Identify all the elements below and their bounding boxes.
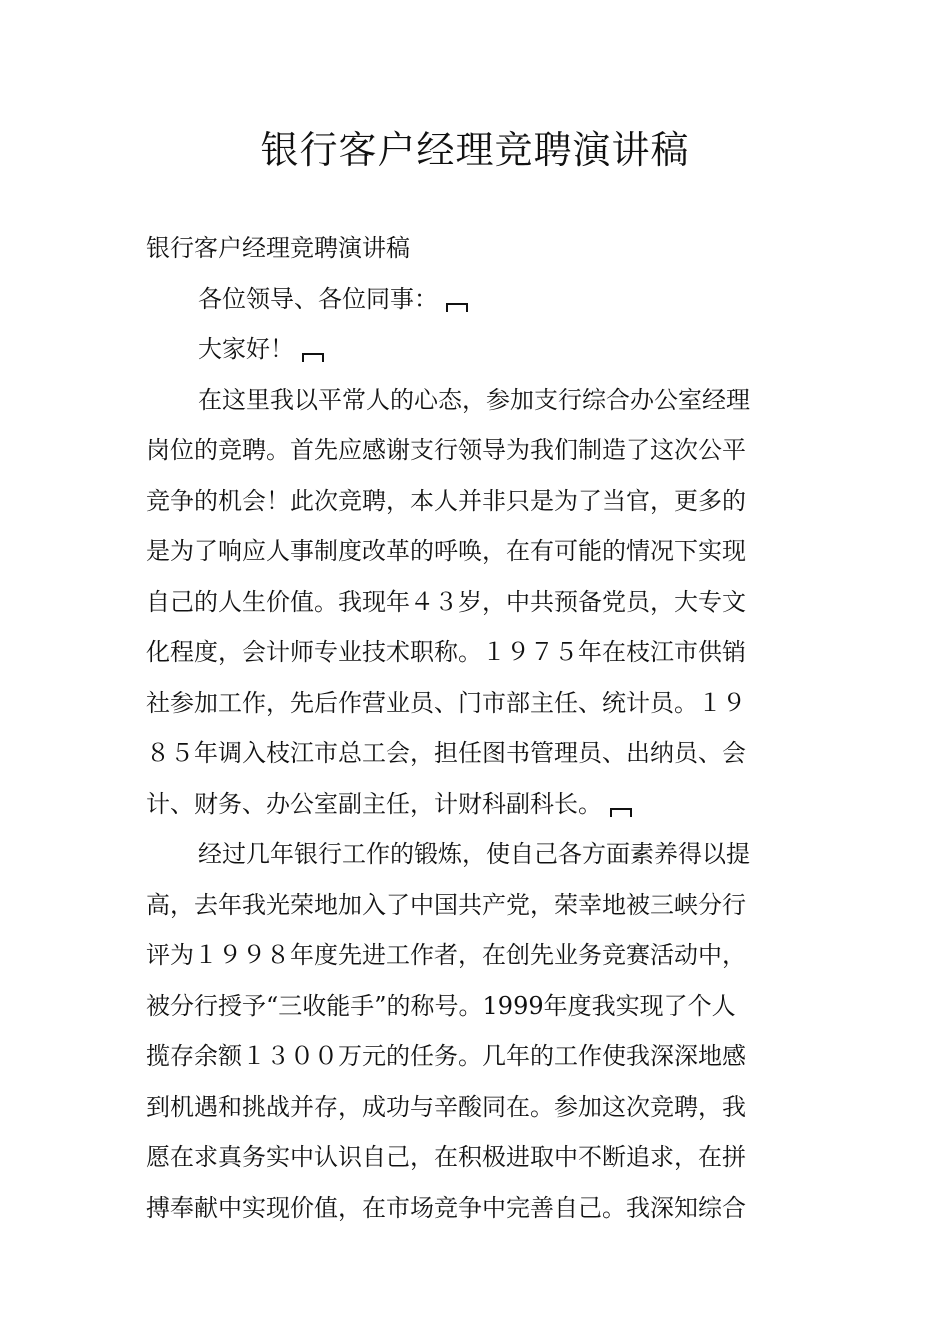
text-line xyxy=(146,880,806,931)
text-line xyxy=(146,829,806,880)
line-text: 搏奉献中实现价值，在市场竞争中完善自己。我深知综合 xyxy=(146,1193,746,1222)
line-text: 是为了响应人事制度改革的呼唤，在有可能的情况下实现 xyxy=(146,537,746,565)
line-text: 化程度，会计师专业技术职称。１９７５年在枝江市供销 xyxy=(146,638,746,666)
text-line xyxy=(146,425,806,476)
document-title: 银行客户经理竞聘演讲稿 xyxy=(260,128,690,172)
paragraph-mark-icon xyxy=(302,351,324,361)
text-line xyxy=(146,324,806,375)
line-text: 愿在求真务实中认识自己，在积极进取中不断追求，在拼 xyxy=(146,1143,746,1171)
line-text: 高，去年我光荣地加入了中国共产党，荣幸地被三峡分行 xyxy=(146,890,746,919)
line-text: 竞争的机会！此次竞聘，本人并非只是为了当官，更多的 xyxy=(146,486,746,515)
text-line xyxy=(146,375,806,426)
line-text: 被分行授予“三收能手”的称号。1999年度我实现了个人 xyxy=(146,991,736,1020)
paragraph-mark-icon xyxy=(610,806,632,816)
text-line xyxy=(146,526,806,577)
text-line xyxy=(146,930,806,981)
text-line xyxy=(146,274,806,325)
line-text: ８５年调入枝江市总工会，担任图书管理员、出纳员、会 xyxy=(146,739,746,767)
line-text: 计、财务、办公室副主任，计财科副科长。 xyxy=(146,789,602,818)
text-line xyxy=(146,223,806,274)
text-line xyxy=(146,1082,806,1133)
line-text: 岗位的竞聘。首先应感谢支行领导为我们制造了这次公平 xyxy=(146,436,746,464)
text-line xyxy=(146,728,806,779)
line-text: 大家好！ xyxy=(198,335,294,363)
paragraph-mark-icon xyxy=(446,301,468,311)
text-line xyxy=(146,1183,806,1234)
text-line xyxy=(146,577,806,628)
text-line xyxy=(146,981,806,1032)
document-body xyxy=(146,223,806,1233)
line-text: 在这里我以平常人的心态，参加支行综合办公室经理 xyxy=(198,385,750,414)
text-line xyxy=(146,779,806,830)
line-text: 评为１９９８年度先进工作者，在创先业务竞赛活动中， xyxy=(146,941,746,969)
line-text: 各位领导、各位同事： xyxy=(198,284,438,313)
line-text: 经过几年银行工作的锻炼，使自己各方面素养得以提 xyxy=(198,840,750,868)
line-text: 银行客户经理竞聘演讲稿 xyxy=(146,234,410,262)
text-line xyxy=(146,1031,806,1082)
text-line xyxy=(146,678,806,729)
text-line xyxy=(146,476,806,527)
line-text: 社参加工作，先后作营业员、门市部主任、统计员。１９ xyxy=(146,688,746,717)
line-text: 揽存余额１３００万元的任务。几年的工作使我深深地感 xyxy=(146,1042,746,1070)
line-text: 自己的人生价值。我现年４３岁，中共预备党员，大专文 xyxy=(146,587,746,616)
line-text: 到机遇和挑战并存，成功与辛酸同在。参加这次竞聘，我 xyxy=(146,1092,746,1121)
text-line xyxy=(146,1132,806,1183)
text-line xyxy=(146,627,806,678)
